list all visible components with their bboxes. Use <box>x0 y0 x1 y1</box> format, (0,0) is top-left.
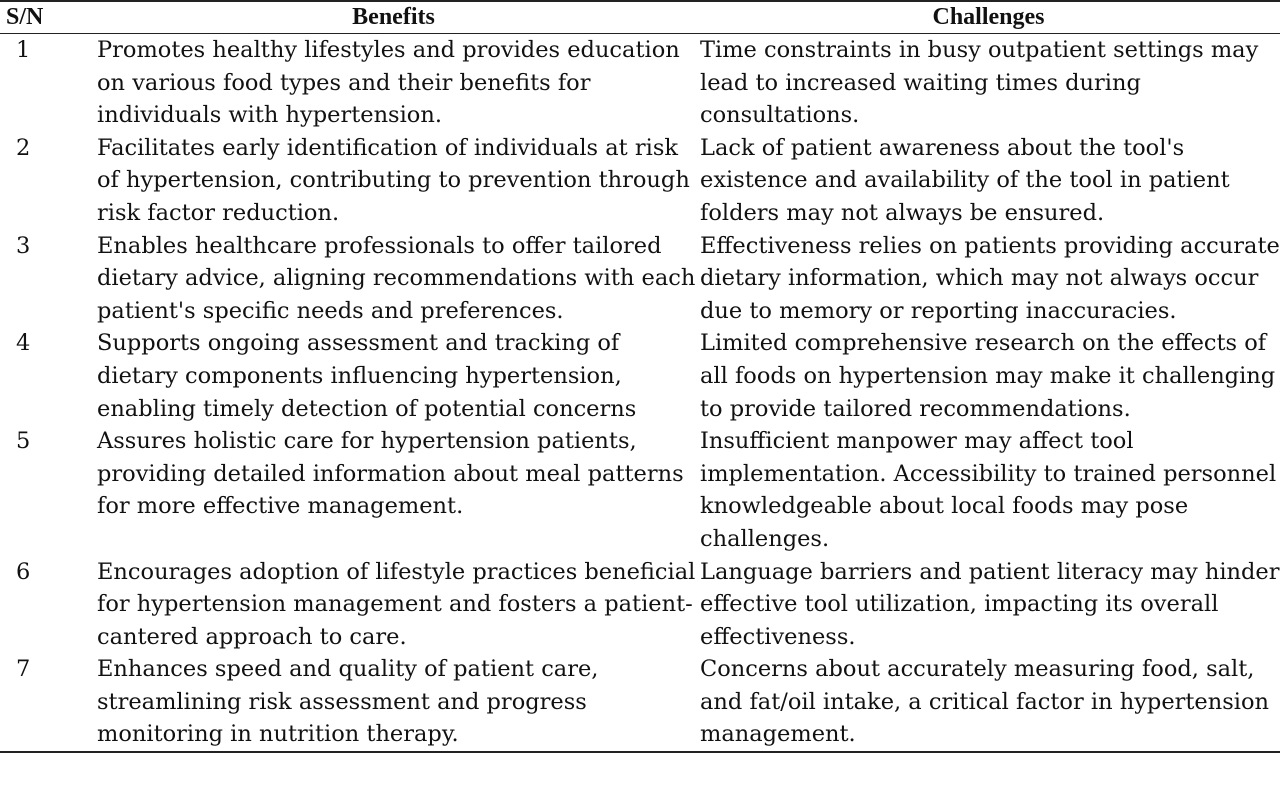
table-row <box>0 132 1280 230</box>
benefit-cell: Promotes healthy lifestyles and provides education on various food types and their benefits for individuals with hypertension. <box>97 37 680 129</box>
row-number: 2 <box>16 134 31 161</box>
challenge-cell: Insufficient manpower may affect tool implementation. Accessibility to trained personnel knowledgeable about local foods may pose challenges. <box>700 428 1277 552</box>
benefit-cell: Enhances speed and quality of patient care, streamlining risk assessment and progress monitoring in nutrition therapy. <box>90 653 697 752</box>
header-benefits: Benefits <box>90 2 697 34</box>
challenge-cell: Language barriers and patient literacy may hinder effective tool utilization, impacting its overall effectiveness. <box>700 558 1280 650</box>
table-row <box>0 327 1280 425</box>
benefit-cell: Enables healthcare professionals to offer tailored dietary advice, aligning recommendations with each patient's specific needs and preferences. <box>97 232 696 324</box>
table-row <box>0 653 1280 752</box>
challenge-cell: Time constraints in busy outpatient settings may lead to increased waiting times during consultations. <box>700 37 1259 129</box>
benefit-cell: Assures holistic care for hypertension patients, providing detailed information about meal patterns for more effective management. <box>97 428 684 520</box>
row-number: 6 <box>16 558 31 585</box>
challenge-cell: Effectiveness relies on patients providing accurate dietary information, which may not always occur due to memory or reporting inaccuracies. <box>700 232 1280 324</box>
table-row <box>0 425 1280 555</box>
header-row <box>0 2 1280 34</box>
row-number: 7 <box>0 653 90 752</box>
row-number: 5 <box>16 428 31 455</box>
challenge-cell: Limited comprehensive research on the effects of all foods on hypertension may make it challenging to provide tailored recommendations. <box>700 330 1276 422</box>
table-row <box>0 34 1280 132</box>
benefit-cell: Facilitates early identification of individuals at risk of hypertension, contributing to prevention through risk factor reduction. <box>97 134 690 226</box>
benefit-cell: Supports ongoing assessment and tracking of dietary components influencing hypertension, enabling timely detection of potential concerns <box>97 330 637 422</box>
row-number: 4 <box>16 330 31 357</box>
table-body <box>0 34 1280 753</box>
header-challenges: Challenges <box>697 2 1280 34</box>
table-row <box>0 230 1280 328</box>
benefit-cell: Encourages adoption of lifestyle practices beneficial for hypertension management and fosters a patient-cantered approach to care. <box>97 558 696 650</box>
challenge-cell: Lack of patient awareness about the tool's existence and availability of the tool in patient folders may not always be ensured. <box>700 134 1230 226</box>
table-header <box>0 2 1280 34</box>
benefits-challenges-table <box>0 2 1280 753</box>
row-number: 3 <box>16 232 31 259</box>
row-number: 1 <box>16 37 31 63</box>
header-sn: S/N <box>0 2 90 34</box>
table-row <box>0 556 1280 654</box>
challenge-cell: Concerns about accurately measuring food, salt, and fat/oil intake, a critical factor in hypertension management. <box>697 653 1280 752</box>
